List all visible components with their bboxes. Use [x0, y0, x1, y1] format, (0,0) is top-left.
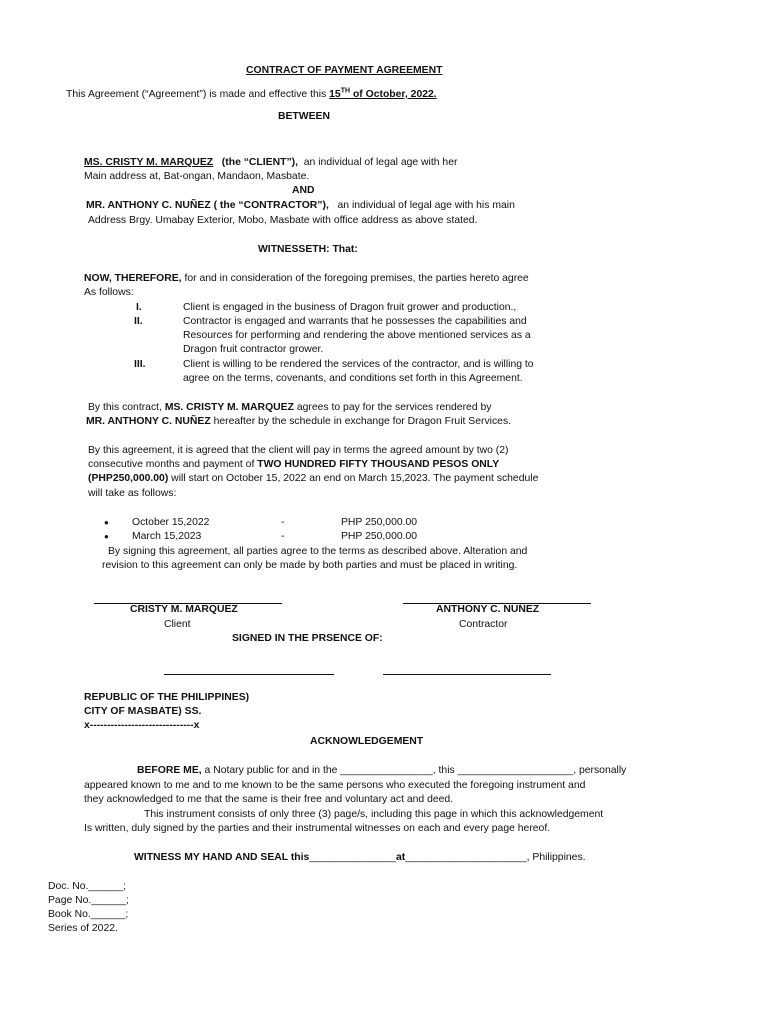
contractor-signature-name: ANTHONY C. NUÑEZ [436, 604, 540, 615]
contractor-desc: an individual of legal age with his main [337, 200, 515, 211]
schedule-dash: - [281, 517, 285, 528]
intro-text: This Agreement (“Agreement”) is made and effective this [66, 89, 330, 100]
witness-hand-seal-line: WITNESS MY HAND AND SEAL this_______________at_____________________, Philippines. [134, 852, 586, 863]
contract-para-line: MR. ANTHONY C. NUÑEZ hereafter by the schedule in exchange for Dragon Fruit Services. [86, 416, 512, 427]
schedule-amount: PHP 250,000.00 [341, 517, 418, 528]
series-year: Series of 2022. [48, 923, 118, 934]
schedule-date: October 15,2022 [132, 517, 210, 528]
before-me-line: they acknowledged to me that the same is their free and voluntary act and deed. [84, 794, 454, 805]
client-party-line [84, 156, 457, 171]
and-heading: AND [292, 185, 315, 196]
witness-signature-line [164, 674, 334, 675]
client-address: Main address at, Bat-ongan, Mandaon, Masbate. [84, 171, 310, 182]
contract-para-line: By this contract, MS. CRISTY M. MARQUEZ agrees to pay for the services rendered by [88, 402, 492, 413]
contractor-role: ( the “CONTRACTOR”), [213, 200, 329, 211]
contractor-address: Address Brgy. Umabay Exterior, Mobo, Masbate with office address as above stated. [88, 215, 478, 226]
clause-number: I. [136, 302, 142, 313]
agreement-para-line: By this agreement, it is agreed that the client will pay in terms the agreed amount by two (2) [88, 445, 509, 456]
agreement-para-line: will take as follows: [88, 488, 177, 499]
now-therefore-line: NOW, THEREFORE, for and in consideration of the foregoing premises, the parties hereto agree [84, 273, 529, 284]
client-signature-role: Client [164, 619, 191, 630]
before-me-line: appeared known to me and to me known to be the same persons who executed the foregoing instrument and [84, 780, 586, 791]
signed-presence-heading: SIGNED IN THE PRSENCE OF: [232, 633, 383, 644]
client-role: (the “CLIENT”), [221, 157, 298, 168]
witness-signature-line [383, 674, 551, 675]
clause-number: II. [134, 316, 143, 327]
bullet: ● [104, 532, 109, 541]
acknowledgement-heading: ACKNOWLEDGEMENT [310, 736, 424, 747]
bullet: ● [104, 518, 109, 527]
doc-number: Doc. No.______; [48, 881, 126, 892]
client-desc: an individual of legal age with her [303, 157, 458, 168]
page-number: Page No.______; [48, 895, 129, 906]
contractor-party-line [86, 199, 515, 214]
intro-date: 15TH of October, 2022. [329, 87, 437, 100]
clause-text: Client is willing to be rendered the services of the contractor, and is willing to [183, 359, 534, 370]
agreement-para-line: consecutive months and payment of TWO HUNDRED FIFTY THOUSAND PESOS ONLY [88, 459, 500, 470]
as-follows: As follows: [84, 287, 134, 298]
clause-text: Resources for performing and rendering the above mentioned services as a [183, 330, 531, 341]
intro-line [66, 88, 437, 103]
schedule-amount: PHP 250,000.00 [341, 531, 418, 542]
schedule-date: March 15,2023 [132, 531, 202, 542]
schedule-dash: - [281, 531, 285, 542]
clause-text: Dragon fruit contractor grower. [183, 344, 324, 355]
between-heading: BETWEEN [278, 111, 330, 122]
book-number: Book No.______; [48, 909, 129, 920]
signing-para-line: By signing this agreement, all parties agree to the terms as described above. Alteration and [108, 546, 528, 557]
client-signature-name: CRISTY M. MARQUEZ [130, 604, 238, 615]
before-me-line: Is written, duly signed by the parties and their instrumental witnesses on each and every page hereof. [84, 823, 551, 834]
contractor-name: MR. ANTHONY C. NUÑEZ [86, 200, 211, 211]
before-me-line: BEFORE ME, a Notary public for and in the ________________, this ____________________, personally [137, 765, 627, 776]
republic-line: REPUBLIC OF THE PHILIPPINES) [84, 692, 250, 703]
clause-text: Client is engaged in the business of Dragon fruit grower and production., [183, 302, 517, 313]
city-line: CITY OF MASBATE) SS. [84, 706, 202, 717]
clause-text: Contractor is engaged and warrants that he possesses the capabilities and [183, 316, 527, 327]
separator-line: x------------------------------x [84, 720, 200, 731]
signing-para-line: revision to this agreement can only be made by both parties and must be placed in writing. [102, 560, 518, 571]
before-me-line: This instrument consists of only three (3) page/s, including this page in which this acknowledgement [144, 809, 604, 820]
agreement-para-line: (PHP250,000.00) will start on October 15, 2022 an end on March 15,2023. The payment schedule [88, 473, 539, 484]
clause-text: agree on the terms, covenants, and conditions set forth in this Agreement. [183, 373, 523, 384]
contract-title: CONTRACT OF PAYMENT AGREEMENT [246, 65, 443, 76]
clause-number: III. [134, 359, 146, 370]
witnesseth-heading: WITNESSETH: That: [258, 244, 358, 255]
client-name: MS. CRISTY M. MARQUEZ [84, 157, 214, 168]
contractor-signature-role: Contractor [459, 619, 508, 630]
